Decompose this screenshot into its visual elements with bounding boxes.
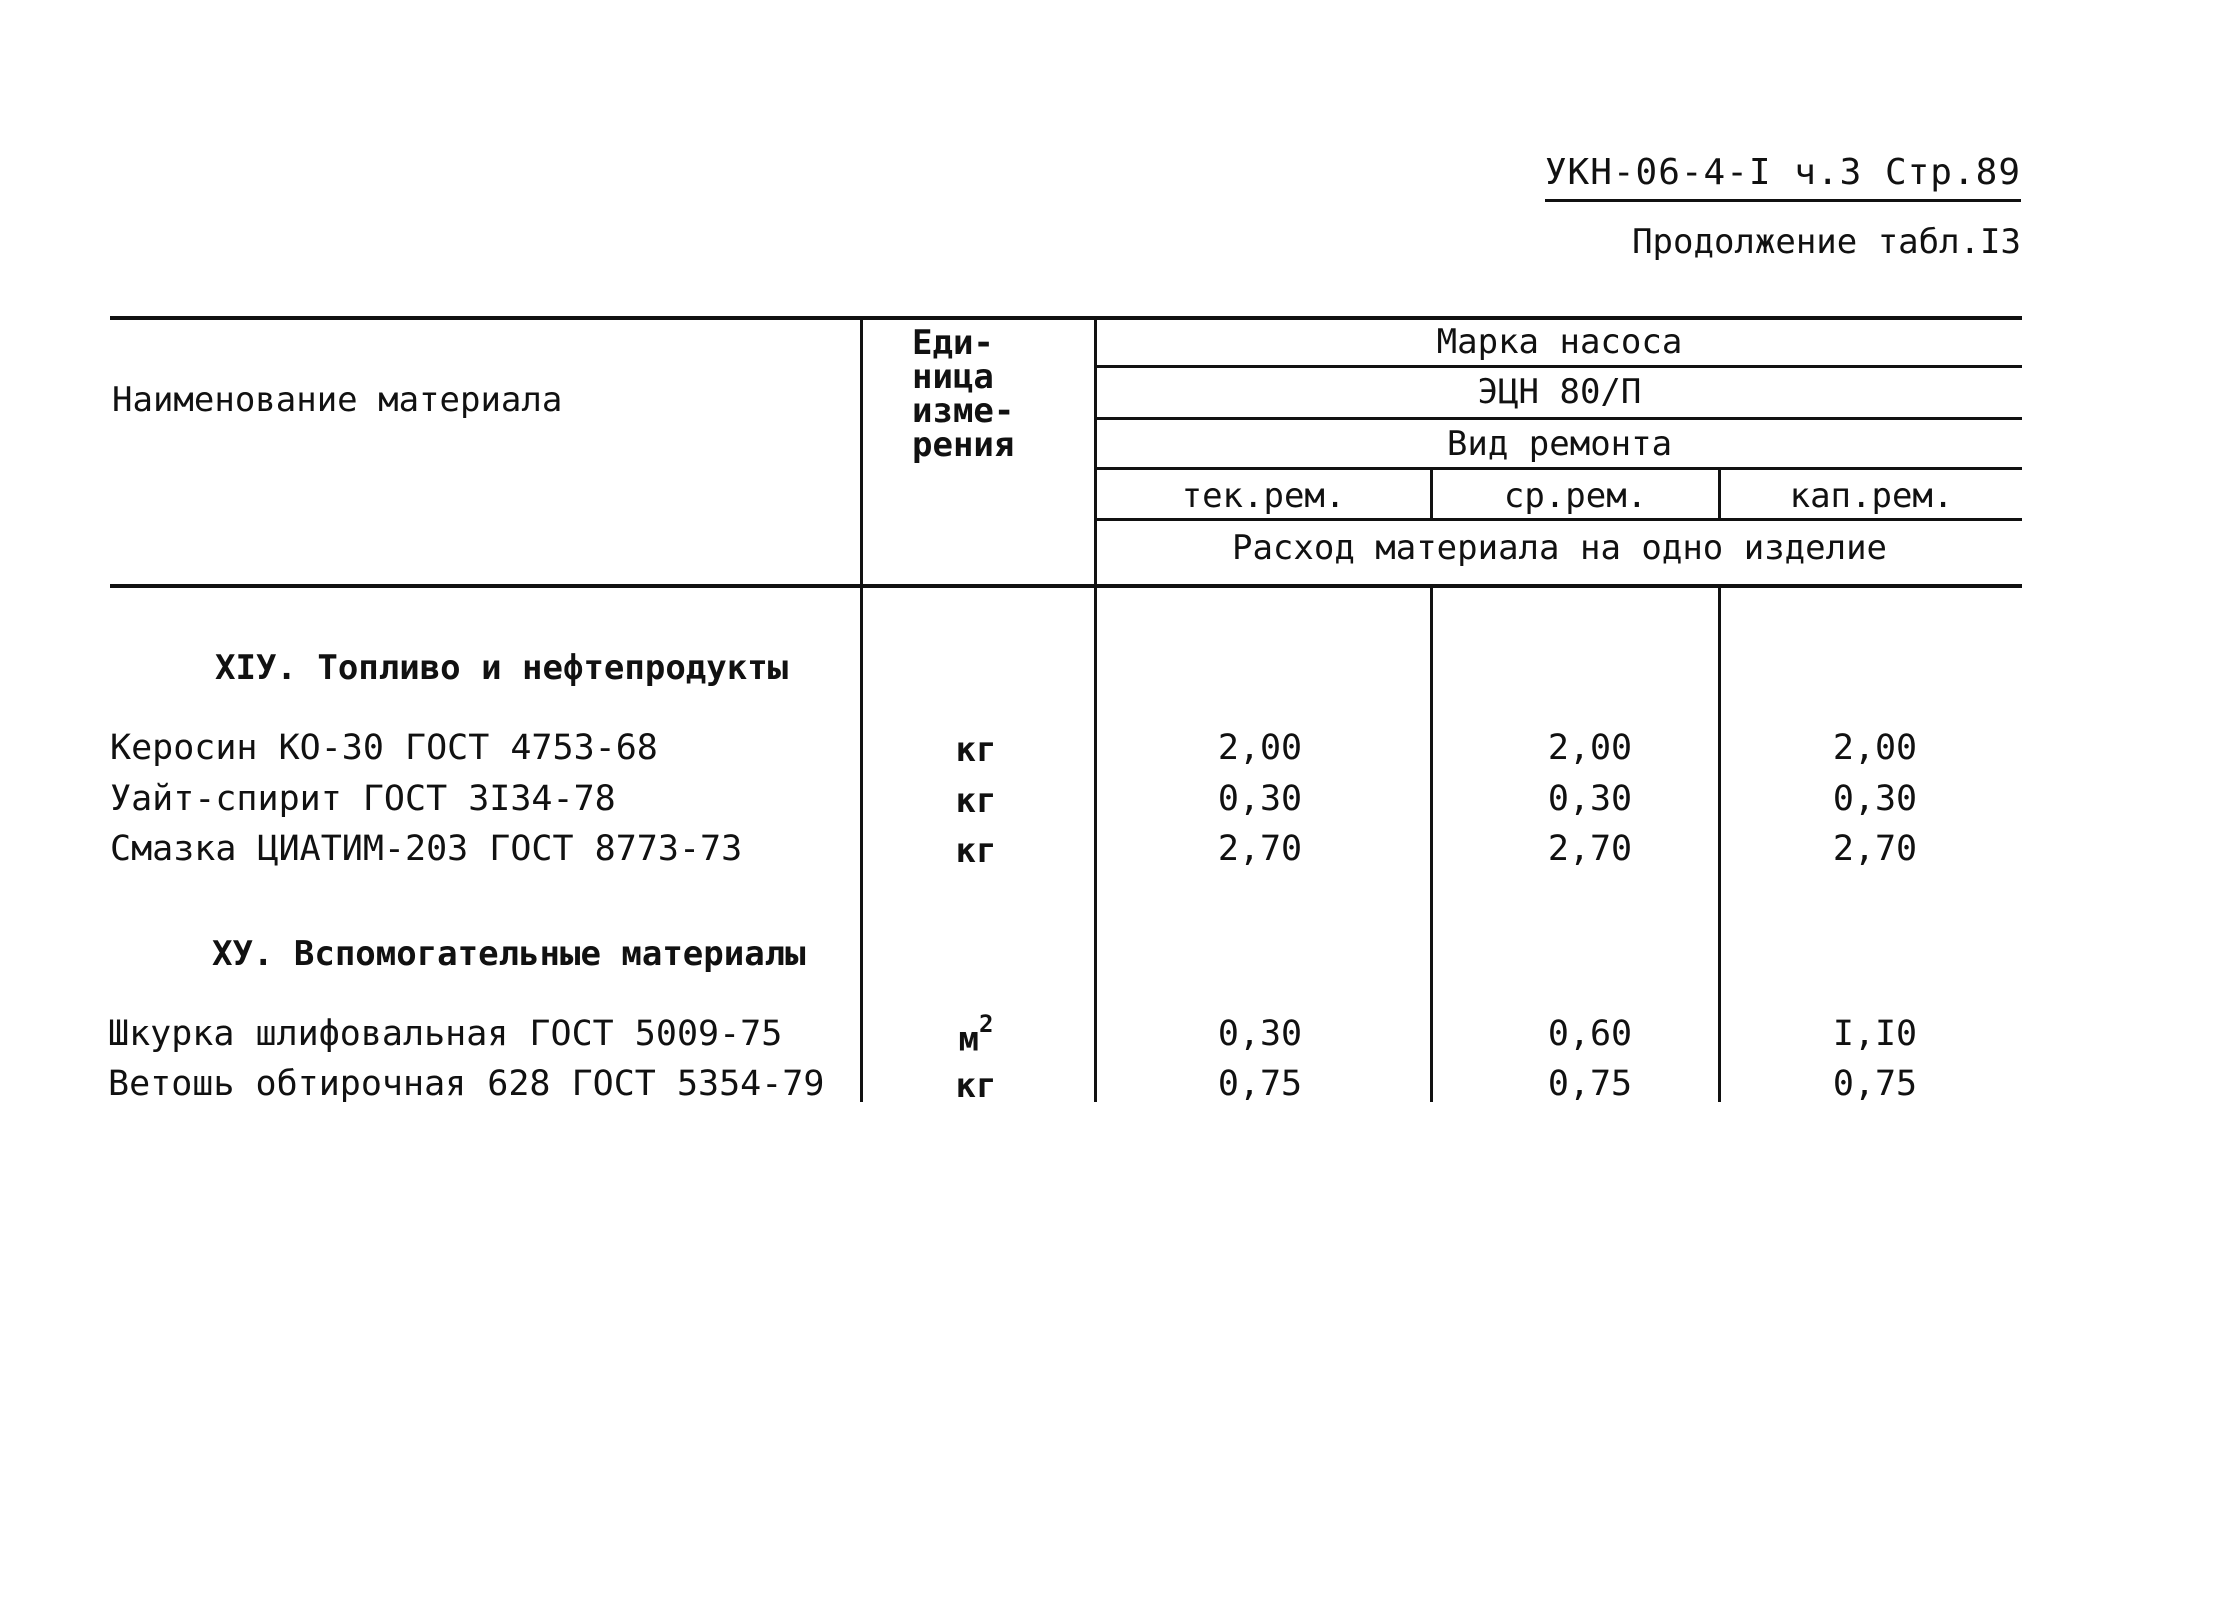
value-medium-repair: 2,00 bbox=[1547, 728, 1633, 768]
pump-model-header: ЭЦН 80/П bbox=[1477, 372, 1642, 412]
material-name: Шкурка шлифовальная ГОСТ 5009-75 bbox=[108, 1014, 783, 1054]
section-title-auxiliary: XУ. Вспомогательные материалы bbox=[212, 934, 806, 974]
value-medium-repair: 0,75 bbox=[1547, 1064, 1633, 1104]
unit-header-line-2: ница bbox=[912, 357, 994, 397]
material-unit: кг bbox=[955, 730, 997, 770]
column-header-unit bbox=[912, 323, 1015, 465]
value-capital-repair: I,I0 bbox=[1832, 1014, 1918, 1054]
col-divider-sr-kap-body bbox=[1718, 586, 1721, 1102]
unit-header-line-4: рения bbox=[912, 425, 1015, 465]
col-divider-tek-sr-body bbox=[1430, 586, 1433, 1102]
rule-under-pump-brand bbox=[1094, 365, 2022, 368]
material-name: Ветошь обтирочная 628 ГОСТ 5354-79 bbox=[108, 1064, 825, 1104]
repair-type-capital: кап.рем. bbox=[1789, 476, 1954, 516]
table-top-rule bbox=[110, 316, 2022, 320]
value-medium-repair: 2,70 bbox=[1547, 829, 1633, 869]
material-unit: кг bbox=[955, 781, 997, 821]
repair-type-medium: ср.рем. bbox=[1503, 476, 1648, 516]
value-current-repair: 2,00 bbox=[1217, 728, 1303, 768]
header-bottom-rule bbox=[110, 584, 2022, 588]
material-unit bbox=[916, 1010, 1036, 1060]
material-unit: кг bbox=[955, 1066, 997, 1106]
unit-header-line-3: изме- bbox=[912, 391, 1015, 431]
document-reference: УКН-06-4-I ч.3 Стр.89 bbox=[1545, 152, 2021, 202]
material-name: Уайт-спирит ГОСТ 3I34-78 bbox=[110, 779, 616, 819]
material-name: Керосин КО-30 ГОСТ 4753-68 bbox=[110, 728, 658, 768]
value-medium-repair: 0,30 bbox=[1547, 779, 1633, 819]
value-capital-repair: 2,00 bbox=[1832, 728, 1918, 768]
value-current-repair: 0,30 bbox=[1217, 779, 1303, 819]
section-title-fuel: XIУ. Топливо и нефтепродукты bbox=[215, 648, 789, 688]
rule-under-repair-type bbox=[1094, 467, 2022, 470]
value-capital-repair: 0,30 bbox=[1832, 779, 1918, 819]
column-header-material-name: Наименование материала bbox=[112, 380, 563, 420]
unit-exponent: 2 bbox=[979, 1010, 994, 1038]
value-current-repair: 0,75 bbox=[1217, 1064, 1303, 1104]
rule-under-pump-model bbox=[1094, 417, 2022, 420]
value-current-repair: 0,30 bbox=[1217, 1014, 1303, 1054]
material-unit: кг bbox=[955, 831, 997, 871]
pump-brand-header: Марка насоса bbox=[1436, 322, 1683, 362]
value-capital-repair: 2,70 bbox=[1832, 829, 1918, 869]
rule-under-repair-kinds bbox=[1094, 518, 2022, 521]
consumption-header: Расход материала на одно изделие bbox=[1231, 528, 1888, 568]
value-medium-repair: 0,60 bbox=[1547, 1014, 1633, 1054]
material-name: Смазка ЦИАТИМ-203 ГОСТ 8773-73 bbox=[110, 829, 743, 869]
unit-base: м bbox=[958, 1019, 980, 1060]
table-continuation-label: Продолжение табл.I3 bbox=[1632, 222, 2021, 262]
unit-header-line-1: Еди- bbox=[912, 323, 994, 363]
value-capital-repair: 0,75 bbox=[1832, 1064, 1918, 1104]
col-divider-name-unit bbox=[860, 316, 863, 1102]
repair-type-current: тек.рем. bbox=[1181, 476, 1346, 516]
value-current-repair: 2,70 bbox=[1217, 829, 1303, 869]
repair-type-header: Вид ремонта bbox=[1446, 424, 1673, 464]
